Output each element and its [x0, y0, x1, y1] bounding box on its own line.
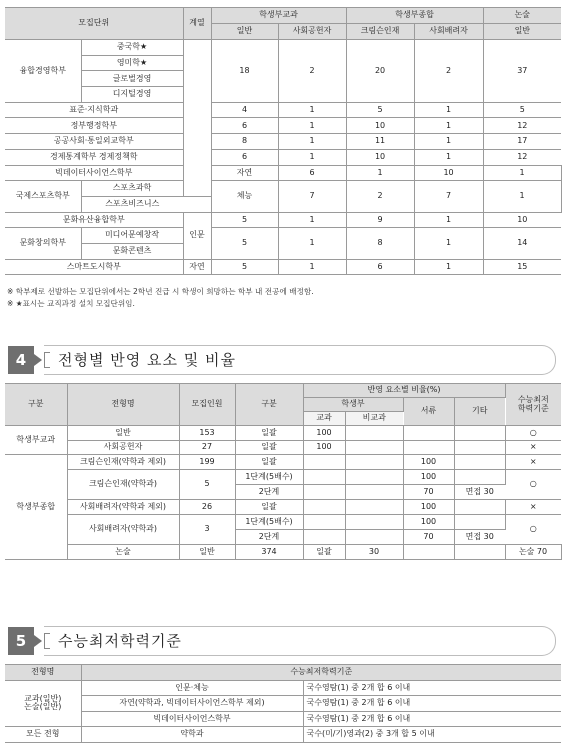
stage-cell: 2단계 [235, 485, 303, 500]
etc-cell: 면접 30 [454, 530, 505, 545]
docs-cell: 100 [403, 455, 454, 470]
header-sub-general: 일반 [211, 24, 278, 40]
header-hsr: 학생부 [303, 398, 403, 412]
value-cell: 1 [278, 212, 346, 228]
value-cell: 1 [414, 228, 483, 259]
header-bigyogwa: 비교과 [345, 412, 403, 426]
docs-cell: 100 [403, 470, 454, 485]
value-cell: 10 [346, 149, 414, 165]
criteria-cell: 국수영탐(1) 중 2개 합 6 이내 [303, 680, 561, 696]
gyogwa-cell [303, 455, 345, 470]
header-sub-social2: 사회배려자 [414, 24, 483, 40]
dept-cell: 문화유산융합학부 [5, 212, 183, 228]
etc-cell [454, 515, 505, 530]
bigyogwa-cell [345, 470, 403, 485]
docs-cell: 100 [403, 515, 454, 530]
header-name: 전형명 [67, 384, 179, 426]
value-cell: 7 [278, 181, 346, 212]
etc-cell: 논술 70 [505, 545, 561, 560]
etc-cell [454, 455, 505, 470]
bigyogwa-cell [345, 485, 403, 500]
value-cell: 1 [414, 118, 483, 134]
value-cell: 1 [414, 102, 483, 118]
criteria-cell: 국수영탐(1) 중 2개 합 6 이내 [303, 696, 561, 712]
quota-cell: 199 [179, 455, 235, 470]
stage-cell: 일괄 [235, 455, 303, 470]
quota-cell: 3 [179, 515, 235, 545]
value-cell: 12 [483, 149, 561, 165]
name-cell: 일반 [67, 426, 179, 441]
etc-cell [454, 440, 505, 455]
major-cell: 미디어문예창작 [81, 228, 183, 244]
value-cell: 1 [346, 165, 414, 181]
docs-cell: 70 [403, 485, 454, 500]
gyogwa-cell: 30 [345, 545, 403, 560]
docs-cell [454, 545, 505, 560]
etc-cell: 면접 30 [454, 485, 505, 500]
unit-cell: 자연(약학과, 빅데이터사이언스학부 제외) [81, 696, 303, 712]
name-cell: 사회공헌자 [67, 440, 179, 455]
stage-cell: 1단계(5배수) [235, 470, 303, 485]
docs-cell: 70 [403, 530, 454, 545]
value-cell: 12 [483, 118, 561, 134]
name-cell: 크림슨인재(약학과 제외) [67, 455, 179, 470]
value-cell: 5 [346, 102, 414, 118]
header-quota: 모집인원 [179, 384, 235, 426]
gyogwa-cell [303, 530, 345, 545]
stage-cell: 일괄 [235, 500, 303, 515]
gyogwa-cell [303, 515, 345, 530]
section-4-heading [8, 345, 556, 375]
value-cell: 10 [414, 165, 483, 181]
dept-cell: 공공사회·통일외교학부 [5, 134, 183, 150]
bigyogwa-cell [345, 515, 403, 530]
value-cell: 5 [483, 102, 561, 118]
group-cell: 학생부종합 [5, 455, 67, 560]
etc-cell [454, 426, 505, 441]
value-cell: 1 [414, 149, 483, 165]
section-bracket [44, 352, 50, 368]
value-cell: 37 [483, 40, 561, 103]
value-cell: 4 [211, 102, 278, 118]
value-cell: 2 [278, 40, 346, 103]
value-cell: 10 [346, 118, 414, 134]
value-cell: 6 [211, 118, 278, 134]
dept-cell: 표준·지식학과 [5, 102, 183, 118]
value-cell: 11 [346, 134, 414, 150]
value-cell: 2 [414, 40, 483, 103]
min-cell: × [505, 500, 561, 515]
bigyogwa-cell [345, 530, 403, 545]
group-cell: 학생부교과 [5, 426, 67, 455]
header-docs: 서류 [403, 398, 454, 426]
major-cell: 문화콘텐츠 [81, 243, 183, 259]
unit-cell: 빅데이터사이언스학부 [81, 711, 303, 727]
dept-cell: 문화창의학부 [5, 228, 81, 259]
group-cell: 모든 전형 [5, 727, 81, 743]
name-cell: 사회배려자(약학과 제외) [67, 500, 179, 515]
dept-cell: 경제통계학부 경제정책학 [5, 149, 183, 165]
csat-minimum-table [5, 664, 561, 743]
header-min: 수능최저 학력기준 [505, 384, 561, 426]
gyogwa-cell: 100 [303, 440, 345, 455]
stage-cell: 1단계(5배수) [235, 515, 303, 530]
min-cell: ○ [505, 470, 561, 500]
note-line: ※ ★표시는 교직과정 설치 모집단위임. [7, 299, 135, 308]
quota-cell: 27 [179, 440, 235, 455]
header-etc: 기타 [454, 398, 505, 426]
section-5-heading [8, 626, 556, 656]
value-cell: 5 [211, 228, 278, 259]
criteria-cell: 국수(미/기)영과(2) 중 3개 합 5 이내 [303, 727, 561, 743]
value-cell: 5 [211, 212, 278, 228]
value-cell: 1 [414, 134, 483, 150]
track-cell: 자연 [211, 165, 278, 181]
value-cell: 5 [211, 259, 278, 275]
header-gyogwa: 교과 [303, 412, 345, 426]
value-cell: 10 [483, 212, 561, 228]
note-line: ※ 학부제로 선발하는 모집단위에서는 2학년 진급 시 학생이 희망하는 학부 내 전공에 배정함. [7, 287, 314, 296]
stage-cell: 일괄 [235, 440, 303, 455]
min-cell: ○ [505, 426, 561, 441]
admission-quota-table [5, 7, 561, 275]
bigyogwa-cell [345, 455, 403, 470]
major-cell: 영미학★ [81, 55, 183, 71]
quota-cell: 26 [179, 500, 235, 515]
stage-cell: 일괄 [235, 426, 303, 441]
track-cell: 체능 [211, 181, 278, 212]
major-cell: 스포츠과학 [81, 181, 183, 197]
track-cell-blank [183, 40, 211, 197]
name-cell: 크림슨인재(약학과) [67, 470, 179, 500]
value-cell: 1 [278, 228, 346, 259]
unit-cell: 인문·체능 [81, 680, 303, 696]
value-cell: 20 [346, 40, 414, 103]
group-cell: 교과(일반) 논술(일반) [5, 680, 81, 727]
value-cell: 7 [414, 181, 483, 212]
table-notes [7, 286, 314, 310]
track-cell: 인문 [183, 212, 211, 259]
header-sub-general2: 일반 [483, 24, 561, 40]
name-cell: 일반 [179, 545, 235, 560]
stage-cell: 2단계 [235, 530, 303, 545]
header-name: 전형명 [5, 665, 81, 681]
value-cell: 8 [211, 134, 278, 150]
major-cell: 글로벌경영 [81, 71, 183, 87]
docs-cell: 100 [403, 500, 454, 515]
value-cell: 1 [414, 259, 483, 275]
bigyogwa-cell [403, 545, 454, 560]
dept-cell: 정부행정학부 [5, 118, 183, 134]
value-cell: 2 [346, 181, 414, 212]
value-cell: 14 [483, 228, 561, 259]
value-cell: 1 [278, 134, 346, 150]
header-group-nonsul: 논술 [483, 8, 561, 24]
section-number: 5 [8, 627, 34, 655]
track-cell: 자연 [183, 259, 211, 275]
value-cell: 18 [211, 40, 278, 103]
header-sub-social: 사회공헌자 [278, 24, 346, 40]
header-ratio: 반영 요소별 비율(%) [303, 384, 505, 398]
selection-ratio-table [5, 383, 561, 560]
quota-cell: 374 [235, 545, 303, 560]
section-title: 전형별 반영 요소 및 비율 [58, 351, 236, 369]
section-bracket [44, 633, 50, 649]
bigyogwa-cell [345, 440, 403, 455]
value-cell: 6 [211, 149, 278, 165]
min-cell: ○ [505, 515, 561, 545]
group-cell: 논술 [67, 545, 179, 560]
header-group-gyogwa: 학생부교과 [211, 8, 346, 24]
dept-cell: 빅데이터사이언스학부 [5, 165, 183, 181]
stage-cell: 일괄 [303, 545, 345, 560]
min-cell: × [505, 440, 561, 455]
header-track: 계열 [183, 8, 211, 40]
section-number: 4 [8, 346, 34, 374]
header-criteria: 수능최저학력기준 [81, 665, 561, 681]
gyogwa-cell: 100 [303, 426, 345, 441]
quota-cell: 5 [179, 470, 235, 500]
dept-cell: 국제스포츠학부 [5, 181, 81, 212]
value-cell: 17 [483, 134, 561, 150]
name-cell: 사회배려자(약학과) [67, 515, 179, 545]
docs-cell [403, 426, 454, 441]
value-cell: 1 [278, 259, 346, 275]
major-cell: 중국학★ [81, 40, 183, 56]
value-cell: 8 [346, 228, 414, 259]
dept-cell: 융합경영학부 [5, 40, 81, 103]
header-stage: 구분 [235, 384, 303, 426]
value-cell: 6 [346, 259, 414, 275]
dept-cell: 스마트도시학부 [5, 259, 183, 275]
bigyogwa-cell [345, 426, 403, 441]
value-cell: 1 [483, 181, 561, 212]
bigyogwa-cell [345, 500, 403, 515]
major-cell: 디지털경영 [81, 87, 183, 103]
min-cell: × [505, 455, 561, 470]
value-cell: 15 [483, 259, 561, 275]
gyogwa-cell [303, 470, 345, 485]
header-sub-creative: 크림슨인재 [346, 24, 414, 40]
value-cell: 1 [483, 165, 561, 181]
value-cell: 6 [278, 165, 346, 181]
header-group-jonghap: 학생부종합 [346, 8, 483, 24]
header-unit: 모집단위 [5, 8, 183, 40]
value-cell: 1 [278, 118, 346, 134]
value-cell: 1 [414, 212, 483, 228]
gyogwa-cell [303, 500, 345, 515]
gyogwa-cell [303, 485, 345, 500]
unit-cell: 약학과 [81, 727, 303, 743]
section-title: 수능최저학력기준 [58, 632, 182, 650]
major-cell: 스포츠비즈니스 [81, 196, 183, 212]
etc-cell [454, 500, 505, 515]
criteria-cell: 국수영탐(1) 중 2개 합 6 이내 [303, 711, 561, 727]
quota-cell: 153 [179, 426, 235, 441]
header-gubun: 구분 [5, 384, 67, 426]
docs-cell [403, 440, 454, 455]
value-cell: 1 [278, 102, 346, 118]
etc-cell [454, 470, 505, 485]
value-cell: 1 [278, 149, 346, 165]
value-cell: 9 [346, 212, 414, 228]
